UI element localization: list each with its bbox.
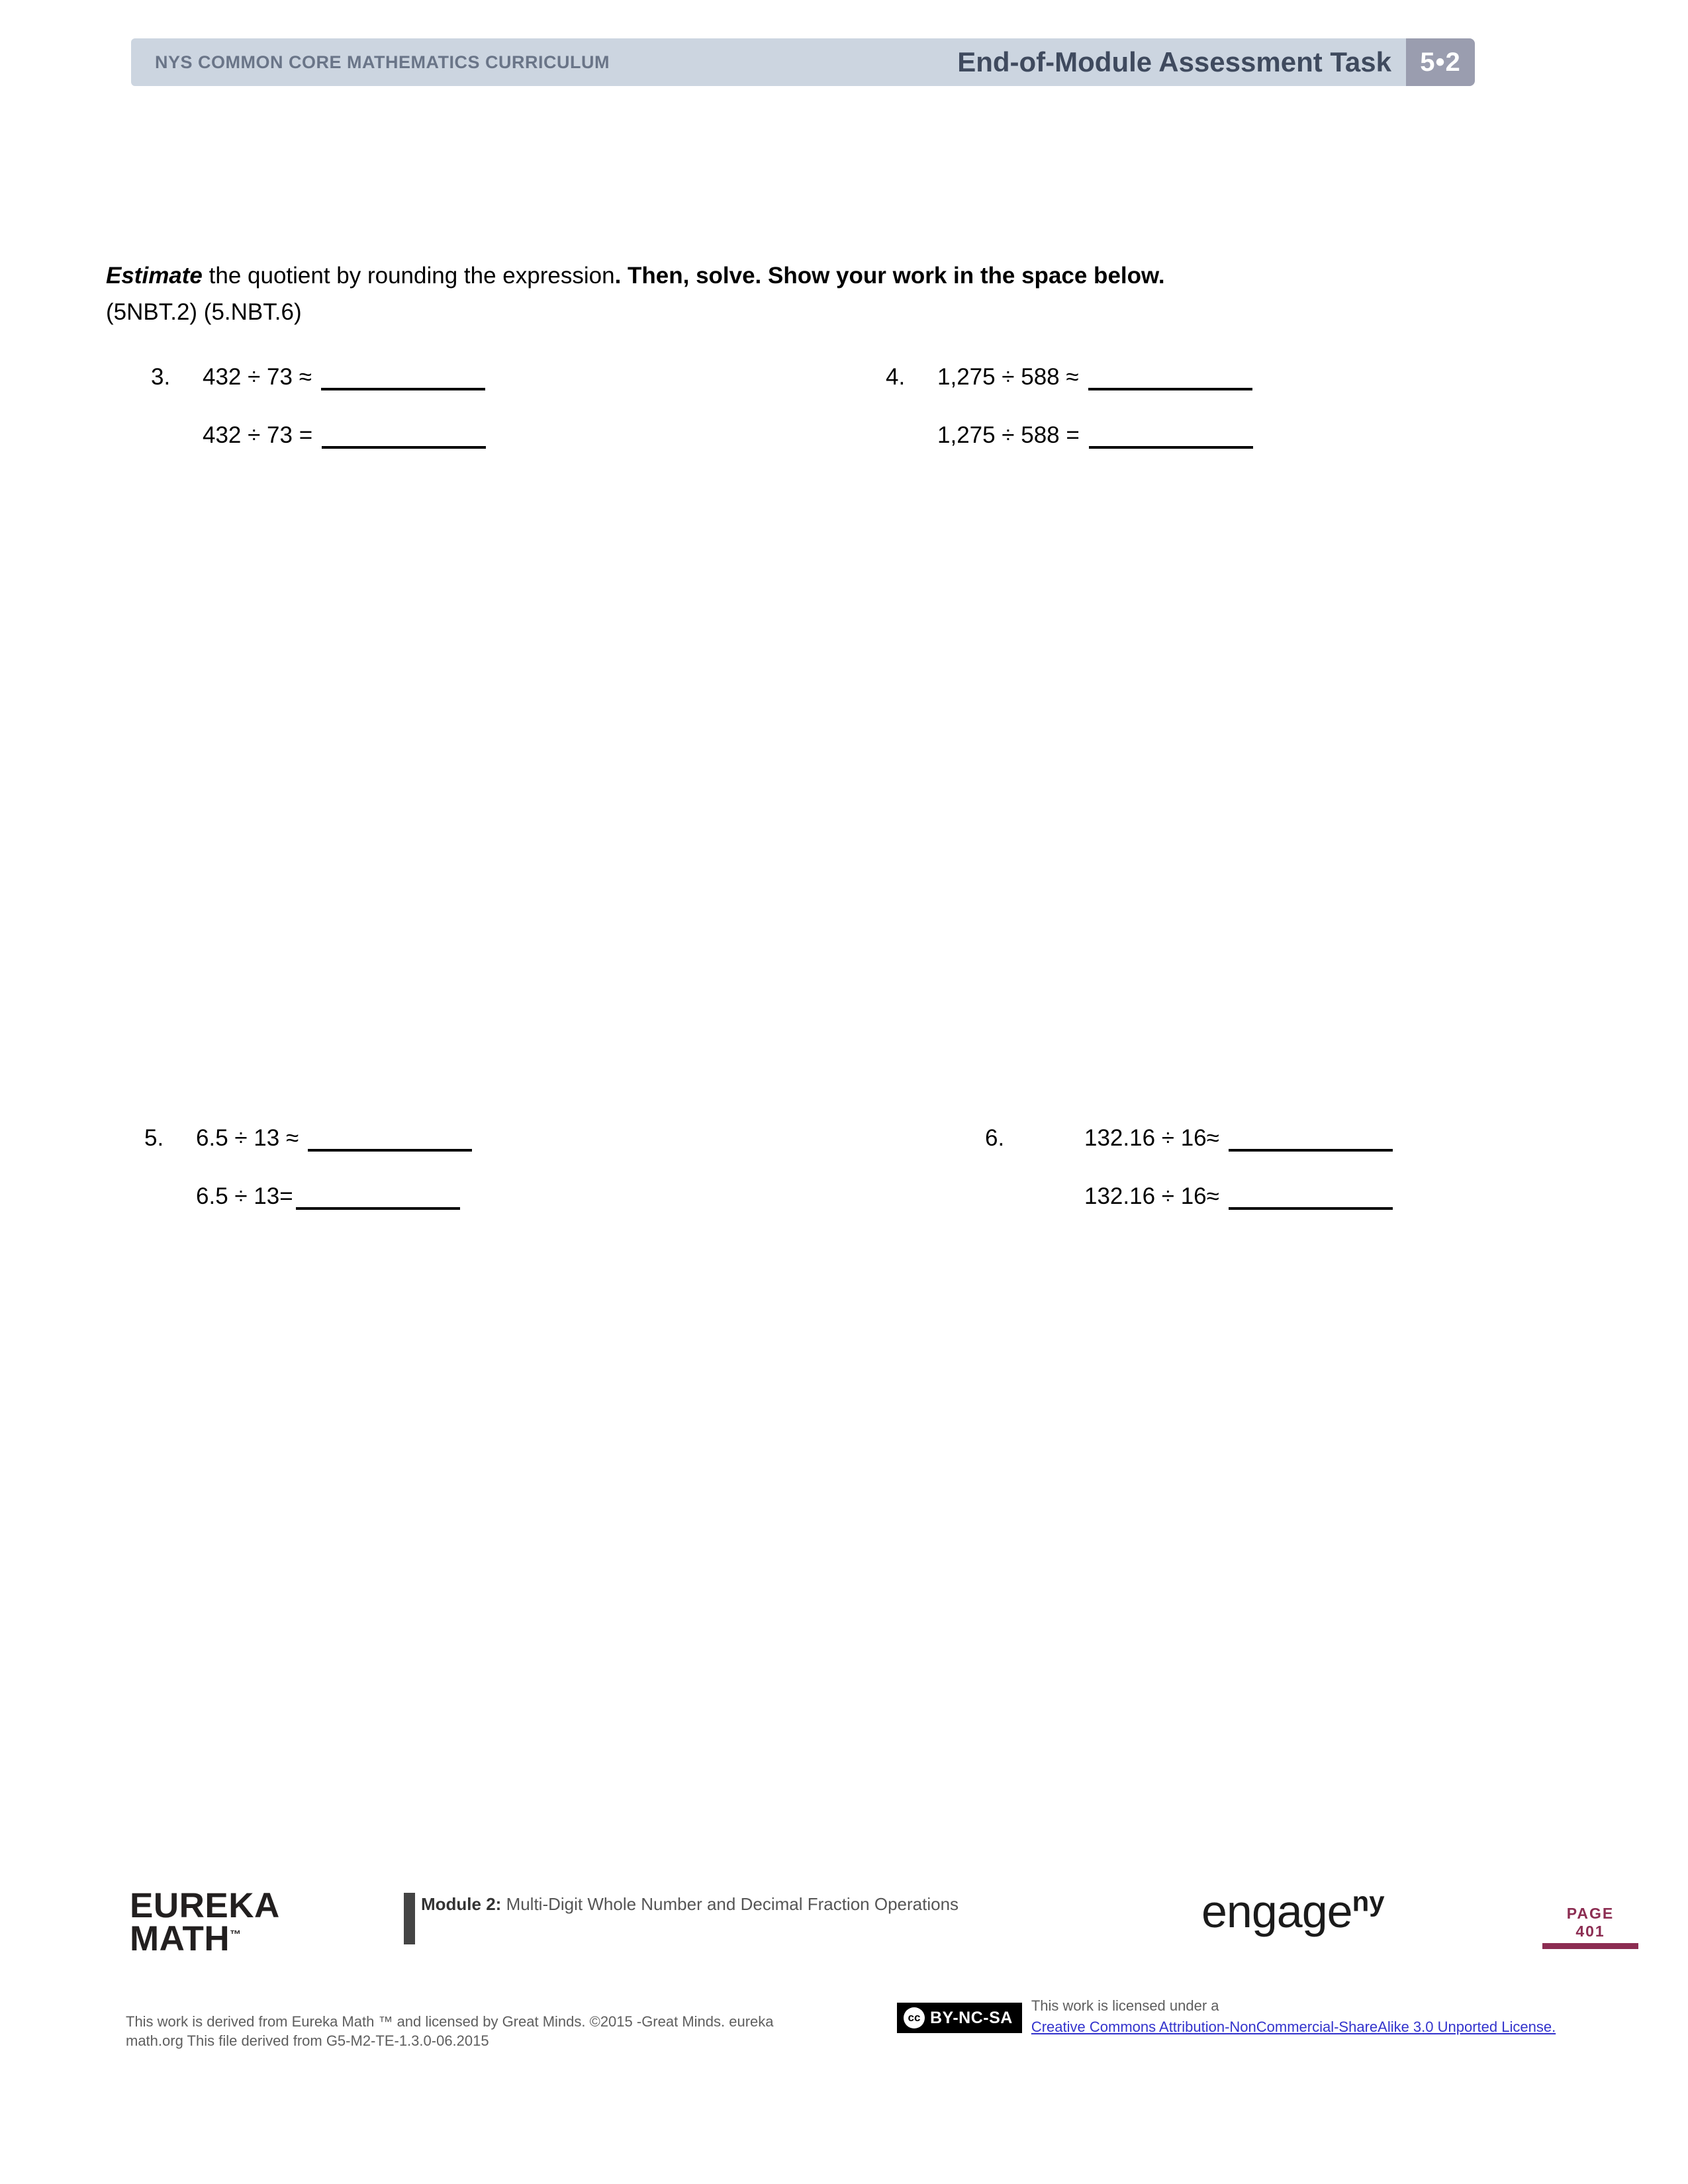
cc-terms-label: BY-NC-SA [930,2008,1013,2027]
problem-5 [144,1125,472,1242]
problem-5-estimate-row [144,1125,472,1152]
assessment-title: End-of-Module Assessment Task [957,46,1391,77]
instructions-lead: Estimate [106,263,203,289]
problem-6-solve-answer-blank[interactable] [1229,1191,1393,1210]
problem-5-estimate-answer-blank[interactable] [308,1132,472,1152]
creative-commons-badge-icon [897,2003,1022,2033]
problem-4 [886,364,1253,480]
license-text [1031,1997,1556,2036]
engageny-logo [1201,1885,1385,1938]
problem-4-solve-expression: 1,275 ÷ 588 = [937,422,1080,448]
page-number-value: 401 [1575,1923,1605,1940]
page-number-block [1542,1905,1638,1949]
license-link[interactable]: Creative Commons Attribution-NonCommercial-ShareAlike 3.0 Unported License. [1031,2019,1556,2035]
standards-codes: (5NBT.2) (5.NBT.6) [106,299,302,325]
problem-5-solve-answer-blank[interactable] [296,1191,460,1210]
problem-3-estimate-expression: 432 ÷ 73 ≈ [203,364,312,390]
problem-5-solve-expression: 6.5 ÷ 13= [196,1183,293,1209]
problem-3-estimate-answer-blank[interactable] [321,371,485,390]
problem-4-estimate-answer-blank[interactable] [1088,371,1252,390]
engage-word: engage [1201,1886,1352,1937]
instructions-strong: . Then, solve. Show your work in the space below. [614,263,1165,289]
problem-6 [985,1125,1393,1242]
engage-ny-superscript: ny [1352,1886,1385,1917]
problem-6-estimate-row [985,1125,1393,1152]
module-footer [404,1893,959,1944]
problem-5-estimate-expression: 6.5 ÷ 13 ≈ [196,1125,299,1151]
problem-4-number: 4. [886,364,906,390]
problem-4-solve-answer-blank[interactable] [1089,430,1253,449]
problem-6-number: 6. [985,1125,1005,1151]
copyright-text [126,2012,834,2050]
license-block [897,1997,1556,2036]
module-accent-bar [404,1893,415,1944]
module-title: Multi-Digit Whole Number and Decimal Fraction Operations [501,1894,959,1914]
page-number-label: PAGE [1566,1905,1615,1922]
problem-3-number: 3. [151,364,171,390]
problem-3-estimate-row [151,364,486,390]
module-label: Module 2: [421,1894,502,1914]
header-bar [131,38,1406,86]
problem-6-estimate-answer-blank[interactable] [1229,1132,1393,1152]
problem-5-solve-row [144,1183,472,1210]
problem-5-number: 5. [144,1125,164,1151]
copyright-line-2: math.org This file derived from G5-M2-TE-1.3.0-06.2015 [126,2032,489,2050]
instructions-text [106,261,1430,291]
problem-4-estimate-expression: 1,275 ÷ 588 ≈ [937,364,1079,390]
eureka-logo-line-2-wrap [130,1919,280,1959]
problem-6-estimate-expression: 132.16 ÷ 16≈ [1084,1125,1219,1151]
instructions-middle: the quotient by rounding the expression [202,263,615,289]
copyright-line-1: This work is derived from Eureka Math ™ and licensed by Great Minds. ©2015 -Great Minds. eureka [126,2013,774,2030]
cc-circle-icon: cc [904,2007,925,2028]
eureka-math-logo [130,1886,280,1959]
problem-3-solve-row [151,422,486,449]
problem-3-solve-answer-blank[interactable] [322,430,486,449]
problem-6-solve-row [985,1183,1393,1210]
eureka-logo-line-2: MATH [130,1919,230,1959]
problem-4-estimate-row [886,364,1253,390]
module-badge: 5•2 [1406,38,1475,86]
eureka-logo-line-1: EUREKA [130,1886,280,1925]
problem-6-solve-expression: 132.16 ÷ 16≈ [1084,1183,1219,1209]
trademark-icon: ™ [230,1928,242,1941]
problem-3 [151,364,486,480]
curriculum-label: NYS COMMON CORE MATHEMATICS CURRICULUM [155,52,610,72]
module-footer-text [421,1893,959,1915]
license-intro: This work is licensed under a [1031,1997,1219,2014]
problem-3-solve-expression: 432 ÷ 73 = [203,422,313,448]
page-header [131,38,1475,86]
page-number-rule [1542,1943,1638,1949]
problem-4-solve-row [886,422,1253,449]
